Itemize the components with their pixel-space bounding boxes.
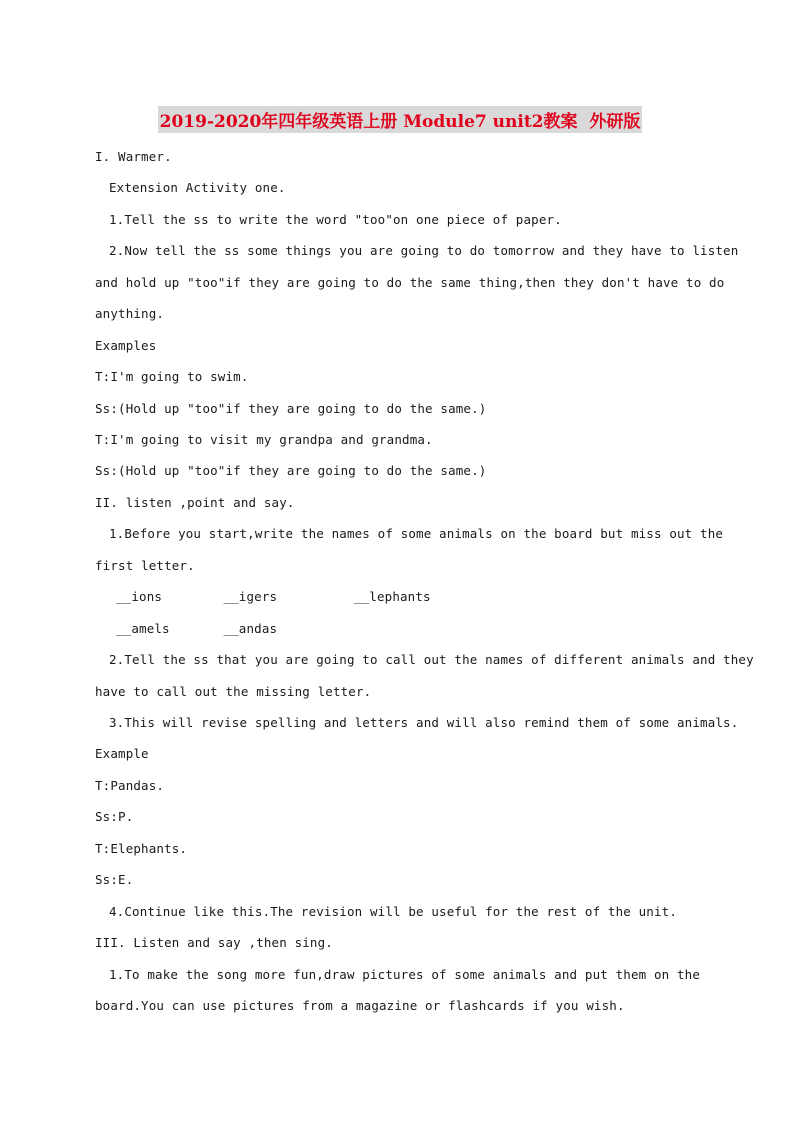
paragraph-line: Examples — [95, 338, 157, 353]
blank-words-line: __amels __andas — [116, 621, 278, 636]
paragraph-line: Ss:(Hold up "too"if they are going to do the same.) — [95, 401, 487, 416]
paragraph-line: and hold up "too"if they are going to do the same thing,then they don't have to do — [95, 275, 725, 290]
paragraph-line: 4.Continue like this.The revision will be useful for the rest of the unit. — [109, 904, 677, 919]
paragraph-line: T:I'm going to visit my grandpa and grandma. — [95, 432, 433, 447]
paragraph-line: T:Elephants. — [95, 841, 188, 856]
paragraph-line: T:I'm going to swim. — [95, 369, 249, 384]
paragraph-line: 2.Tell the ss that you are going to call out the names of different animals and they — [109, 652, 754, 667]
section-heading-listen-say-sing: III. Listen and say ,then sing. — [95, 935, 333, 950]
document-title: 2019-2020年四年级英语上册 Module7 unit2教案 外研版 — [158, 106, 643, 133]
section-heading-warmer: I. Warmer. — [95, 149, 172, 164]
paragraph-line: 2.Now tell the ss some things you are going to do tomorrow and they have to listen — [109, 243, 739, 258]
paragraph-line: board.You can use pictures from a magazine or flashcards if you wish. — [95, 998, 625, 1013]
paragraph-line: Ss:P. — [95, 809, 134, 824]
paragraph-line: first letter. — [95, 558, 195, 573]
section-heading-listen-point-say: II. listen ,point and say. — [95, 495, 295, 510]
paragraph-line: 1.Before you start,write the names of some animals on the board but miss out the — [109, 526, 724, 541]
paragraph-line: have to call out the missing letter. — [95, 684, 372, 699]
blank-words-line: __ions __igers __lephants — [116, 589, 431, 604]
paragraph-line: anything. — [95, 306, 165, 321]
paragraph-line: Extension Activity one. — [109, 180, 286, 195]
paragraph-line: Ss:(Hold up "too"if they are going to do the same.) — [95, 463, 487, 478]
paragraph-line: 1.To make the song more fun,draw pictures of some animals and put them on the — [109, 967, 701, 982]
paragraph-line: 1.Tell the ss to write the word "too"on one piece of paper. — [109, 212, 562, 227]
paragraph-line: T:Pandas. — [95, 778, 165, 793]
title-container — [0, 106, 800, 133]
paragraph-line: Example — [95, 746, 149, 761]
paragraph-line: Ss:E. — [95, 872, 134, 887]
paragraph-line: 3.This will revise spelling and letters and will also remind them of some animals. — [109, 715, 739, 730]
